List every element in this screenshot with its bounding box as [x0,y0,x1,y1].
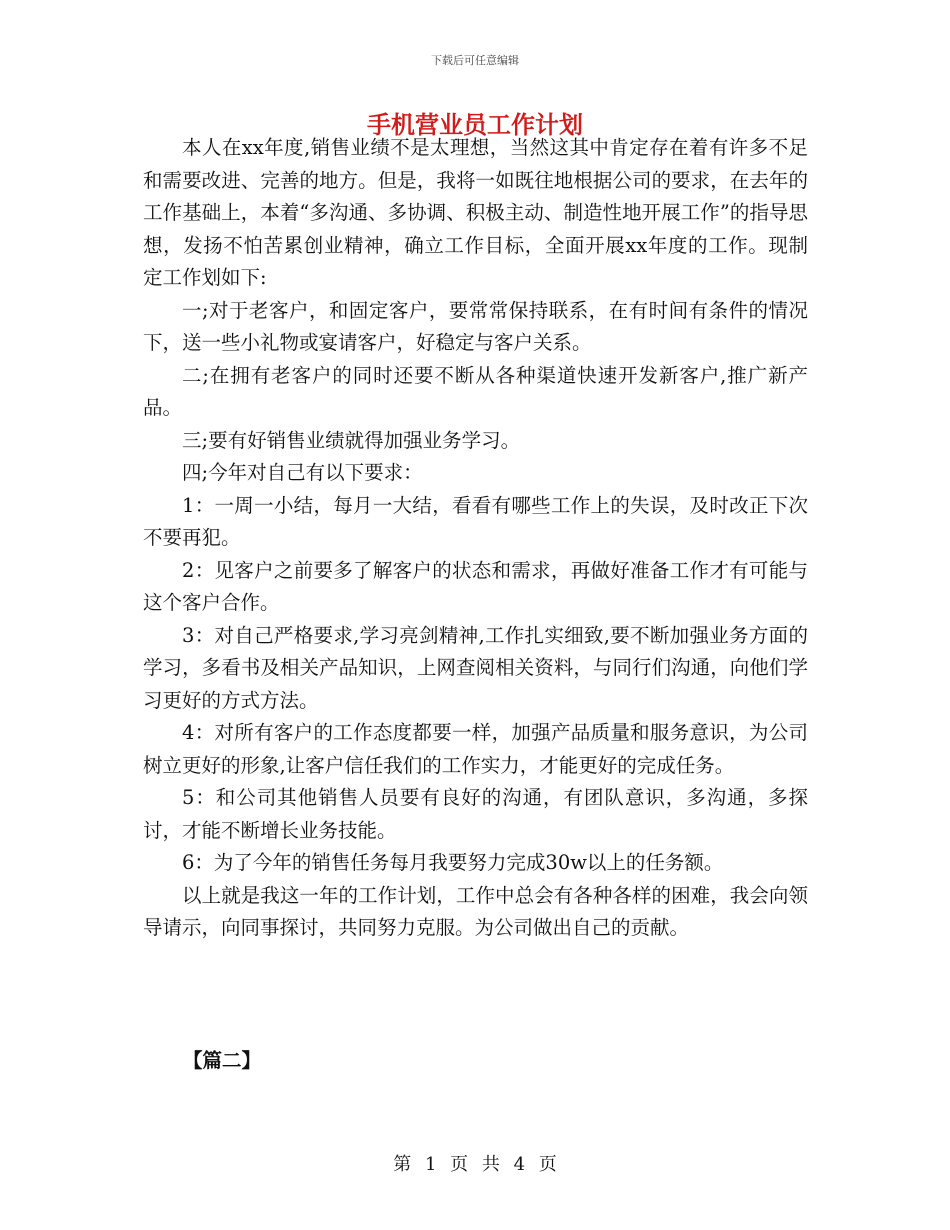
paragraph-requirement-5: 5：和公司其他销售人员要有良好的沟通，有团队意识，多沟通，多探讨，才能不断增长业务技能。 [143,786,808,842]
paragraph-requirement-6: 6：为了今年的销售任务每月我要努力完成30w以上的任务额。 [182,851,724,874]
paragraph-requirement-2: 2：见客户之前要多了解客户的状态和需求，再做好准备工作才有可能与这个客户合作。 [143,558,808,614]
footer-total-label: 共 [481,1154,500,1175]
section-heading: 【篇二】 [183,1049,262,1072]
paragraph-point-2: 二;在拥有老客户的同时还要不断从各种渠道快速开发新客户,推广新产品。 [143,363,808,419]
footer-page-label: 第 [393,1154,412,1175]
paragraph-conclusion: 以上就是我这一年的工作计划，工作中总会有各种各样的困难，我会向领导请示，向同事探讨，共同努力克服。为公司做出自己的贡献。 [143,883,808,939]
header-note: 下载后可任意编辑 [431,54,519,67]
paragraph-requirement-4: 4：对所有客户的工作态度都要一样，加强产品质量和服务意识，为公司树立更好的形象,让客户信任我们的工作实力，才能更好的完成任务。 [143,721,808,777]
footer-page-number: 1 [424,1154,437,1175]
paragraph-point-1: 一;对于老客户，和固定客户，要常常保持联系，在有时间有条件的情况下，送一些小礼物或宴请客户，好稳定与客户关系。 [143,298,808,354]
footer-page-unit: 页 [450,1154,469,1175]
footer-total-pages: 4 [513,1154,526,1175]
paragraph-requirement-3: 3：对自己严格要求,学习亮剑精神,工作扎实细致,要不断加强业务方面的学习，多看书及相关产品知识，上网查阅相关资料，与同行们沟通，向他们学习更好的方式方法。 [143,623,808,712]
paragraph-requirement-1: 1：一周一小结，每月一大结，看看有哪些工作上的失误，及时改正下次不要再犯。 [143,493,808,549]
page-footer [0,1153,950,1177]
paragraph-point-3: 三;要有好销售业绩就得加强业务学习。 [182,428,521,452]
document-title: 手机营业员工作计划 [367,110,583,139]
paragraph-intro: 本人在xx年度,销售业绩不是太理想，当然这其中肯定存在着有许多不足和需要改进、完善的地方。但是，我将一如既往地根据公司的要求，在去年的工作基础上，本着“多沟通、多协调、积极主动、制造性地开展工作”的指导思想，发扬不怕苦累创业精神，确立工作目标，全面开展xx年度的工作。现制定工作划如下: [143,136,808,289]
document-body [143,132,808,945]
paragraph-point-4: 四;今年对自己有以下要求： [182,461,423,484]
footer-total-unit: 页 [538,1154,557,1175]
